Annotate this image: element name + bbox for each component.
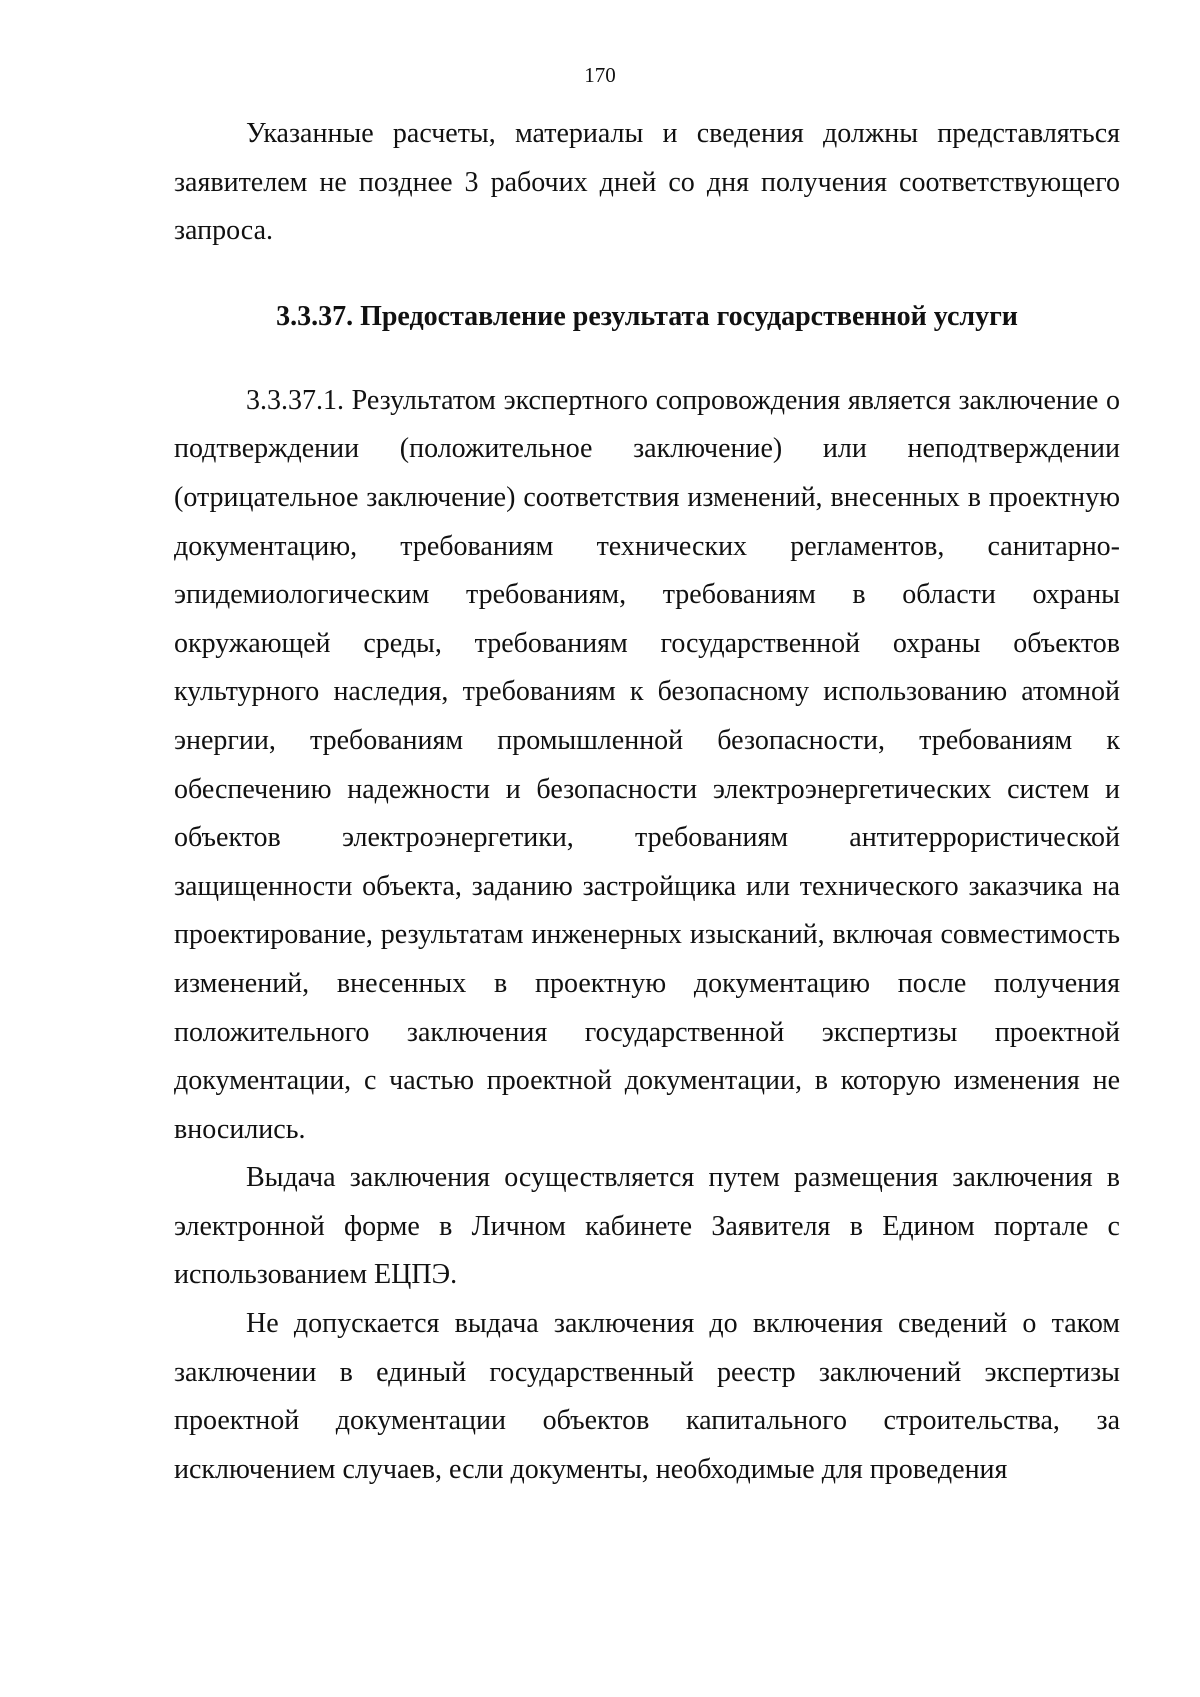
paragraph-restriction: Не допускается выдача заключения до включения сведений о таком заключении в единый государственный реестр заключений экспертизы проектной документации объектов капитального строительства, за исключением случаев, если документы, необходимые для проведения [174, 1308, 1120, 1485]
paragraph-issuance: Выдача заключения осуществляется путем размещения заключения в электронной форме в Личном кабинете Заявителя в Едином портале с использованием ЕЦПЭ. [174, 1162, 1120, 1291]
document-body [174, 110, 1120, 1494]
paragraph-calculations: Указанные расчеты, материалы и сведения должны представляться заявителем не позднее 3 рабочих дней со дня получения соответствующего запроса. [174, 118, 1120, 247]
paragraph-result: 3.3.37.1. Результатом экспертного сопровождения является заключение о подтверждении (положительное заключение) или неподтверждении (отрицательное заключение) соответствия изменений, внесенных в проектную документацию, требованиям технических регламентов, санитарно-эпидемиологическим требованиям, требованиям в области охраны окружающей среды, требованиям государственной охраны объектов культурного наследия, требованиям к безопасному использованию атомной энергии, требованиям промышленной безопасности, требованиям к обеспечению надежности и безопасности электроэнергетических систем и объектов электроэнергетики, требованиям антитеррористической защищенности объекта, заданию застройщика или технического заказчика на проектирование, результатам инженерных изысканий, включая совместимость изменений, внесенных в проектную документацию после получения положительного заключения государственной экспертизы проектной документации, с частью проектной документации, в которую изменения не вносились. [174, 384, 1120, 1145]
page-number: 170 [584, 63, 616, 87]
section-heading: 3.3.37. Предоставление результата государственной услуги [276, 300, 1018, 332]
